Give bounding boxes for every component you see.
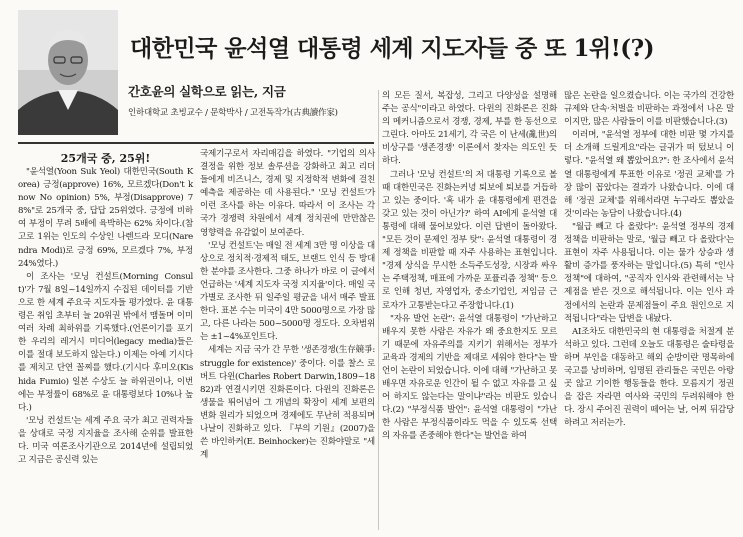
author-byline: 인하대학교 초빙교수 / 문학박사 / 고전독작가(古典讀作家) (128, 108, 338, 118)
article-title: 대한민국 윤석열 대통령 세계 지도자들 중 또 1위!(?) (130, 35, 655, 62)
article-column-4 (564, 90, 734, 430)
section-divider (18, 142, 374, 144)
paragraph: 이러며, "윤석열 정부에 대한 비판 몇 가지를 더 소개해 드릴게요"라는 글귀가 떠 텄보니 이렇다. "윤석열 왜 뽑았어요?": 한 조사에서 윤석열 대통령에게 투표한 이유로 '정권 교체'를 가장 많이 꼽았다는 결과가 나왔습니다. 이에 대해 '정권 교체'를 위해서라면 누구라도 뽑았을 것'이라는 농담이 나왔습니다.(4) (564, 130, 734, 219)
article-column-3 (382, 90, 557, 444)
column-header (128, 82, 378, 118)
paragraph: 많은 논란을 일으켰습니다. 이는 국가의 건강한 규제와 단속·처벌을 비판하는 과정에서 나온 말이지만, 많은 사람들이 이를 비판했습니다.(3) (564, 91, 734, 128)
article-column-1 (18, 166, 193, 467)
paragraph: "월급 빼고 다 올랐다": 윤석열 정부의 경제 정책을 비판하는 말로, '월급 빼고 다 올랐다'는 표현이 자주 사용됩니다. 이는 물가 상승과 생활비 증가를 풍자하는 말입니다.(5) 특히 "인사 정책"에 대하여, "공직자 인사와 관련해서는 낙제점을 받은 것으로 해석됩니다. 이는 인사 과정에서의 논란과 문제점들이 주요 원인으로 지적됩니다"라는 답변을 내놨다. (564, 221, 734, 324)
paragraph: 의 모든 질서, 복잡성, 그리고 다양성을 설명해 주는 공식"이라고 하였다. 다윈의 진화론은 진화의 메커니즘으로서 경쟁, 경제, 부를 한 동선으로 그린다. 아마도 21세기, 각 국은 이 난세(亂世)의 비상구를 '생존경쟁' 이론에서 찾자는 의도인 듯하다. (382, 91, 557, 167)
column-name: 간호윤의 실학으로 읽는, 지금 (128, 84, 286, 99)
author-portrait-photo (18, 10, 118, 135)
paragraph: 국제기구로서 자리매김을 하였다. "기업의 의사결정을 위한 정보 솔루션을 강화하고 최고 리더들에게 비즈니스, 경제 및 지정학적 변화에 걸친 예측을 제공하는 데 사용된다." '모닝 컨설트'가 이런 조사를 하는 이유다. 따라서 이 조사는 각 국가 경쟁력 차원에서 세계 정치권에 만만찮은 영향력을 유감없이 보여준다. (200, 149, 375, 238)
paragraph: '모닝 컨설트'는 세계 주요 국가 최고 권력자들을 상대로 국정 지지율을 조사해 순위를 발표한다. 미국 여론조사기관으로 2014년에 설립되었고 지금은 공신력 있는 (18, 415, 193, 466)
section-heading: 25개국 중, 25위! (60, 152, 151, 165)
paragraph: "윤석열(Yoon Suk Yeol) 대한민국(South Korea) 긍정(approve) 16%, 모르겠다(Don't know No opinion) 5%, 부정(Disapprove) 78%"로 25개국 중, 답답 25위였다. 긍정에 비하여 부정이 무려 5배에 육박하는 62% 차이다.(참고로 1위는 인도의 수상인 나렌드라 모디(Narendra Modi)로 긍정 69%, 모르겠다 7%, 부정 24%였다.) (18, 167, 193, 269)
author-portrait-icon (18, 10, 118, 135)
column-divider (378, 90, 379, 530)
paragraph: 세계는 지금 국가 간 무한 '생존경쟁(生存競爭:struggle for existence)' 중이다. 이를 찰스 로버트 다윈(Charles Robert Darwin,1809~1882)과 연결시키면 진화론이다. 다윈의 진화론은 생물을 뛰어넘어 그 개념의 확장이 세계 보편의 변화 원리가 되었으며 경제에도 무난히 적용되며 나날이 진화하고 있다. 『부의 기원』(2007)을 쓴 바인하커(E. Beinhocker)는 진화야말로 "세계 (200, 345, 375, 461)
paragraph: AI조차도 대한민국의 현 대통령을 처절게 분석하고 있다. 그런데 오늘도 대통령은 술타령을 하며 부인을 대동하고 해외 순방이란 명목하에 국고를 낭비하며, 임명된 관리들은 국민은 아랑곳 않고 기이한 행동들을 한다. 모름지기 정권을 잡은 자라면 여사와 국민의 두려워해야 한다. 장시 주어진 권력이 떼어는 날, 어찌 뒤감당하려고 저러는가. (564, 326, 734, 429)
paragraph: '모닝 컨설트'는 매일 전 세계 3만 명 이상을 대상으로 정치적·경제적 태도, 브랜드 인식 등 방대한 분야를 조사한다. 그중 하나가 바로 이 글에서 언급하는 '세계 지도자 국정 지지율'이다. 매일 국가별로 조사한 뒤 일주일 평균을 내서 매주 발표한다. 표본 수는 미국이 4만 5000명으로 가장 많고, 다른 나라는 500~5000명 정도다. 오차범위는 ±1~4%포인트다. (200, 240, 375, 343)
article-column-2 (200, 148, 375, 462)
paragraph: "자유 발언 논란": 윤석열 대통령이 "가난하고 배우지 못한 사람은 자유가 왜 중요한지도 모르기 때문에 자유주의를 지키기 위해서는 정부가 교육과 경제의 기반을 제대로 세워야 한다"는 발언이 논란이 되었습니다. 이에 대해 "가난하고 못 배우면 자유로운 인간이 될 수 없고 자유를 고 싶어 하지도 않는다는 말이냐"라는 비판도 있습니다.(2) "부정식품 발언": 윤석열 대통령이 "가난한 사람은 부정식품이라도 먹을 수 있도록 선택의 자유를 존중해야 한다"는 발언을 하여 (382, 313, 557, 442)
paragraph: 그러나 '모닝 컨설트'의 저 대통령 기록으로 볼 때 대한민국은 진화는커녕 퇴보에 퇴보를 거듭하고 있는 중이다. '혹 내가 윤 대통령에게 편견을 갖고 있는 것이 아닌가?' 하여 AI에게 윤석열 대통령에 대해 물어보았다. 이런 답변이 돌아왔다. "모든 것이 문제인 정부 탓": 윤석열 대통령이 경제 정책을 비판할 때 자주 사용하는 표현입니다. "경제 상식을 무시한 소득주도성장, 시장과 싸우는 주택정책, 매표에 가까운 포퓰리즘 정책" 등으로 인해 청년, 자영업자, 중소기업인, 저임금 근로자가 고통받는다고 주장합니다.(1) (382, 169, 557, 311)
paragraph: 이 조사는 '모닝 컨설트(Morning Consult)'가 7월 8일~14일까지 수집된 데이터를 기반으로 한 세계 주요국 지도자들 평가였다. 윤 대통령은 취임 초부터 늘 20위권 밖에서 맴돌며 이미 여러 차례 최하위를 기록했다.(언론이기를 포기한 우리의 레거시 미디어(legacy media)들은 이를 절대 보도하지 않는다.) 이제는 아예 기시다를 제치고 단연 꼴찌를 했다.(기시다 후미오(Kishida Fumio) 일본 수상도 늘 하위권이나, 이번에는 부정률이 68%로 윤 대통령보다 10%나 높다.) (18, 271, 193, 413)
